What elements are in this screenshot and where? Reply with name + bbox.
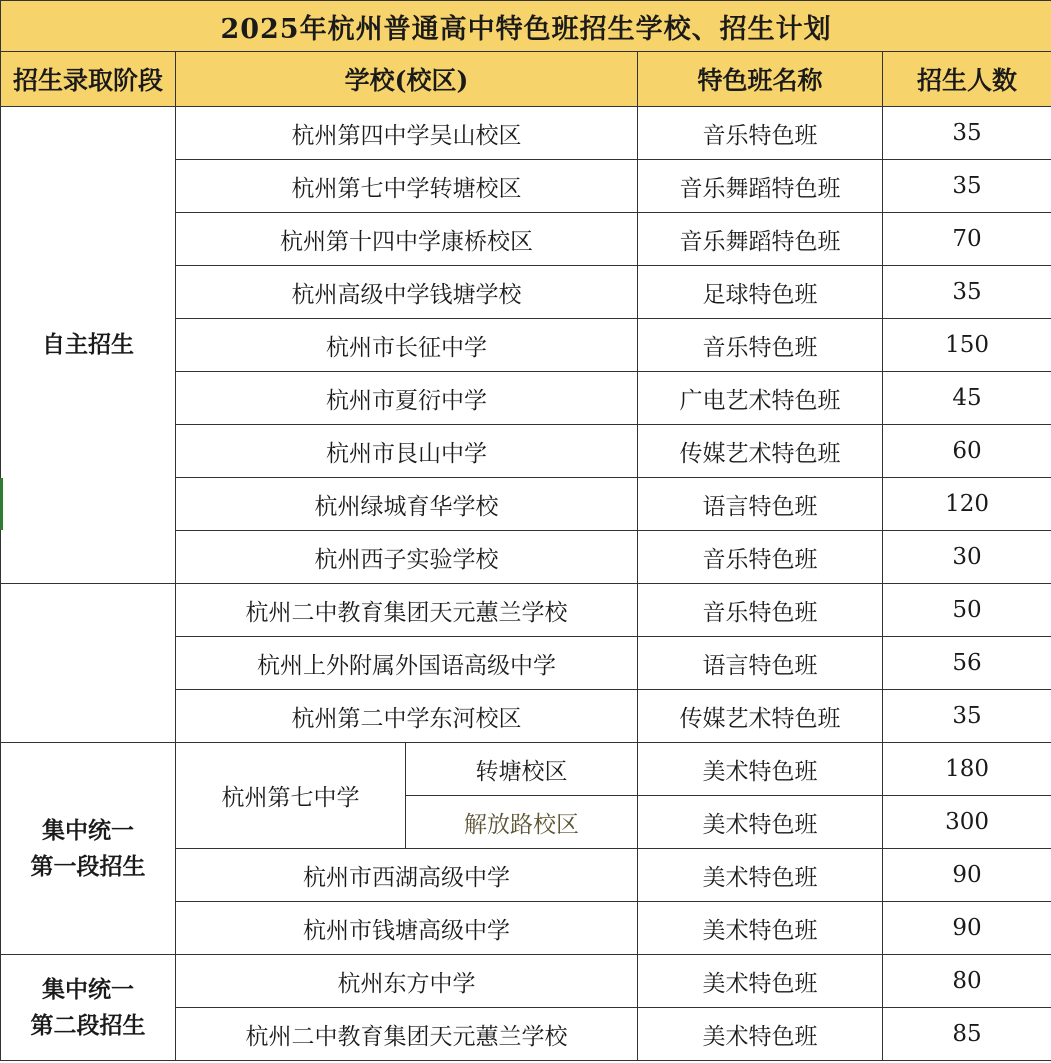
stage-autonomous: 自主招生 xyxy=(1,107,176,584)
school-cell: 杭州市西湖高级中学 xyxy=(176,849,638,902)
class-name-cell: 音乐舞蹈特色班 xyxy=(638,213,883,266)
header-enroll: 招生人数 xyxy=(883,52,1051,107)
school-cell: 杭州市钱塘高级中学 xyxy=(176,902,638,955)
campus-cell: 转塘校区 xyxy=(406,743,638,796)
class-name-cell: 美术特色班 xyxy=(638,902,883,955)
count-cell: 80 xyxy=(883,955,1051,1008)
count-cell: 120 xyxy=(883,478,1051,531)
class-name-cell: 音乐特色班 xyxy=(638,584,883,637)
class-name-cell: 美术特色班 xyxy=(638,1008,883,1061)
school-cell: 杭州二中教育集团天元蕙兰学校 xyxy=(176,1008,638,1061)
class-name-cell: 语言特色班 xyxy=(638,478,883,531)
school-cell: 杭州东方中学 xyxy=(176,955,638,1008)
table-row xyxy=(1,743,1051,796)
school-cell: 杭州第七中学转塘校区 xyxy=(176,160,638,213)
class-name-cell: 传媒艺术特色班 xyxy=(638,690,883,743)
school-cell: 杭州第十四中学康桥校区 xyxy=(176,213,638,266)
count-cell: 300 xyxy=(883,796,1051,849)
count-cell: 70 xyxy=(883,213,1051,266)
count-cell: 50 xyxy=(883,584,1051,637)
count-cell: 90 xyxy=(883,849,1051,902)
class-name-cell: 音乐特色班 xyxy=(638,107,883,160)
class-name-cell: 音乐特色班 xyxy=(638,319,883,372)
school-cell: 杭州高级中学钱塘学校 xyxy=(176,266,638,319)
stage-second-line2: 第二段招生 xyxy=(30,1011,146,1039)
class-name-cell: 音乐特色班 xyxy=(638,531,883,584)
count-cell: 35 xyxy=(883,107,1051,160)
class-name-cell: 美术特色班 xyxy=(638,849,883,902)
count-cell: 180 xyxy=(883,743,1051,796)
school-group-cell: 杭州第七中学 xyxy=(176,743,406,849)
count-cell: 85 xyxy=(883,1008,1051,1061)
class-name-cell: 传媒艺术特色班 xyxy=(638,425,883,478)
count-cell: 30 xyxy=(883,531,1051,584)
header-row xyxy=(1,52,1051,107)
campus-cell: 解放路校区 xyxy=(406,796,638,849)
school-cell: 杭州第二中学东河校区 xyxy=(176,690,638,743)
header-class-name: 特色班名称 xyxy=(638,52,883,107)
count-cell: 35 xyxy=(883,266,1051,319)
stage-second-line1: 集中统一 xyxy=(42,975,134,1003)
header-school: 学校(校区) xyxy=(176,52,638,107)
table-row xyxy=(1,584,1051,637)
table-row xyxy=(1,107,1051,160)
school-cell: 杭州市夏衍中学 xyxy=(176,372,638,425)
count-cell: 56 xyxy=(883,637,1051,690)
count-cell: 60 xyxy=(883,425,1051,478)
title-row xyxy=(1,1,1051,52)
school-cell: 杭州第四中学吴山校区 xyxy=(176,107,638,160)
left-edge-marker xyxy=(0,478,3,530)
count-cell: 45 xyxy=(883,372,1051,425)
school-cell: 杭州市艮山中学 xyxy=(176,425,638,478)
class-name-cell: 音乐舞蹈特色班 xyxy=(638,160,883,213)
school-cell: 杭州上外附属外国语高级中学 xyxy=(176,637,638,690)
school-cell: 杭州市长征中学 xyxy=(176,319,638,372)
count-cell: 35 xyxy=(883,690,1051,743)
school-cell: 杭州绿城育华学校 xyxy=(176,478,638,531)
table-title: 2025年杭州普通高中特色班招生学校、招生计划 xyxy=(1,1,1051,52)
stage-first-line1: 集中统一 xyxy=(42,816,134,844)
class-name-cell: 语言特色班 xyxy=(638,637,883,690)
header-stage: 招生录取阶段 xyxy=(1,52,176,107)
class-name-cell: 广电艺术特色班 xyxy=(638,372,883,425)
table-row xyxy=(1,955,1051,1008)
school-cell: 杭州西子实验学校 xyxy=(176,531,638,584)
stage-first xyxy=(1,743,176,955)
count-cell: 90 xyxy=(883,902,1051,955)
class-name-cell: 美术特色班 xyxy=(638,955,883,1008)
class-name-cell: 美术特色班 xyxy=(638,743,883,796)
stage-unlabeled xyxy=(1,584,176,743)
class-name-cell: 足球特色班 xyxy=(638,266,883,319)
count-cell: 35 xyxy=(883,160,1051,213)
stage-second xyxy=(1,955,176,1061)
school-cell: 杭州二中教育集团天元蕙兰学校 xyxy=(176,584,638,637)
class-name-cell: 美术特色班 xyxy=(638,796,883,849)
count-cell: 150 xyxy=(883,319,1051,372)
stage-first-line2: 第一段招生 xyxy=(30,852,146,880)
